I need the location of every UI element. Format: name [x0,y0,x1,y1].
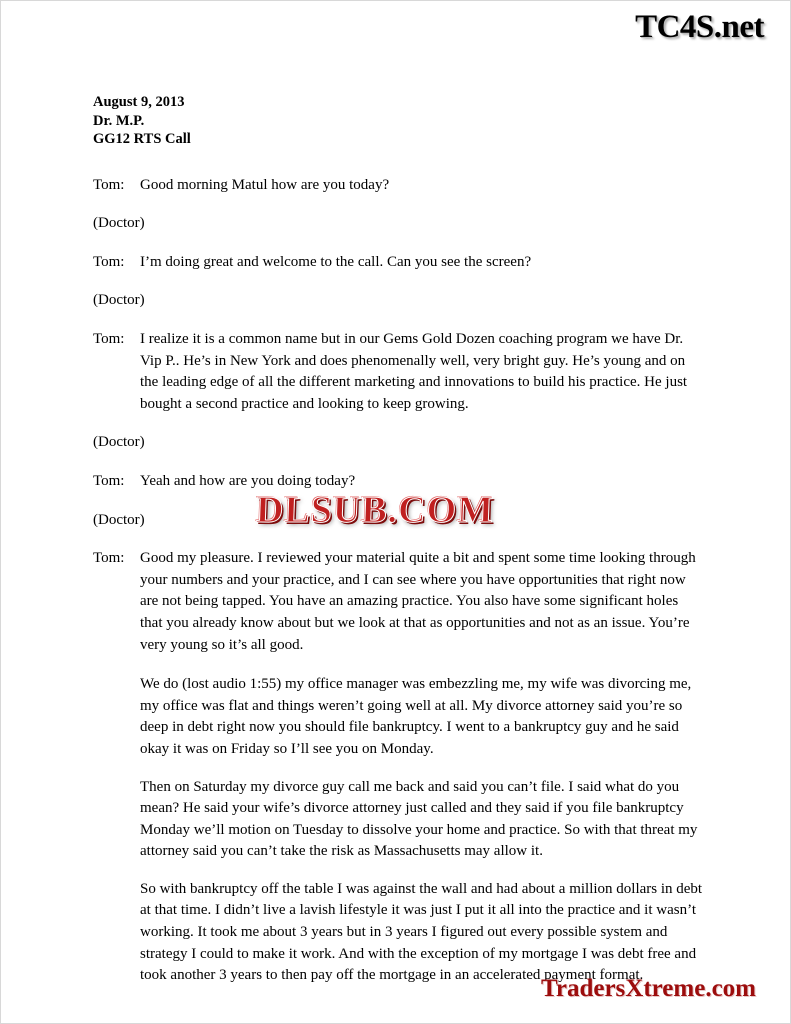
utterance-text: I’m doing great and welcome to the call. Can you see the screen? [140,253,532,270]
watermark-bottom-right: TradersXtreme.com [541,975,756,1002]
speaker-label: Tom: [93,176,125,193]
speaker-label-doctor: (Doctor) [93,434,145,451]
document-header [93,93,703,149]
paragraph: So with bankruptcy off the table I was against the wall and had about a million dollars in debt at that time. I didn’t live a lavish lifestyle it was just I put it all into the practice and it wasn’t working. It took me about 3 years but in 3 years I figured out every possible system and strategy I could to make it work. And with the exception of my mortgage I was debt free and took another 3 years to then pay off the mortgage in an accelerated payment format. [140,880,703,984]
watermark-center: DLSUB.COM [255,489,495,531]
transcript-exchange [93,252,703,274]
header-date: August 9, 2013 [93,94,185,110]
header-person: Dr. M.P. [93,112,145,129]
header-subject: GG12 RTS Call [93,131,191,148]
transcript-exchange [93,175,703,197]
speaker-label-doctor: (Doctor) [93,215,145,232]
speaker-label: Tom: [93,472,125,489]
utterance-text: I realize it is a common name but in our Gems Gold Dozen coaching program we have Dr. Vip P.. He’s in New York and does phenomenally well, very bright guy. He’s young and on the leading edge of all the different marketing and innovations to build his practice. He just bought a second practice and looking to keep growing. [140,331,688,412]
speaker-label-doctor: (Doctor) [93,511,145,528]
utterance-text: Yeah and how are you doing today? [140,472,356,489]
utterance-continuation [140,674,703,987]
transcript-exchange [93,329,703,415]
speaker-label-doctor: (Doctor) [93,292,145,309]
speaker-label: Tom: [93,331,125,348]
utterance-text: Good my pleasure. I reviewed your material quite a bit and spent some time looking through your numbers and your practice, and I can see where you have opportunities that right now are not being tapped. You have an amazing practice. You also have some significant holes that you already know about but we look at that as opportunities and not as an issue. You’re very young so it’s all good. [140,550,696,653]
paragraph: Then on Saturday my divorce guy call me back and said you can’t file. I said what do you mean? He said your wife’s divorce attorney just called and they said if you file bankruptcy Monday we’ll motion on Tuesday to dissolve your home and practice. So with that threat my attorney said you can’t take the risk as Massachusetts may allow it. [140,778,698,860]
watermark-top-right: TC4S.net [635,9,764,45]
transcript-exchange-final [93,548,703,987]
document-body [93,93,703,1004]
speaker-label: Tom: [93,253,125,270]
speaker-label: Tom: [93,550,125,567]
paragraph: We do (lost audio 1:55) my office manager was embezzling me, my wife was divorcing me, my office was flat and things weren’t going well at all. My divorce attorney said you’re so deep in debt right now you should file bankruptcy. I went to a bankruptcy guy and he said okay it was on Friday so I’ll see you on Monday. [140,676,692,757]
utterance-text: Good morning Matul how are you today? [140,176,390,193]
